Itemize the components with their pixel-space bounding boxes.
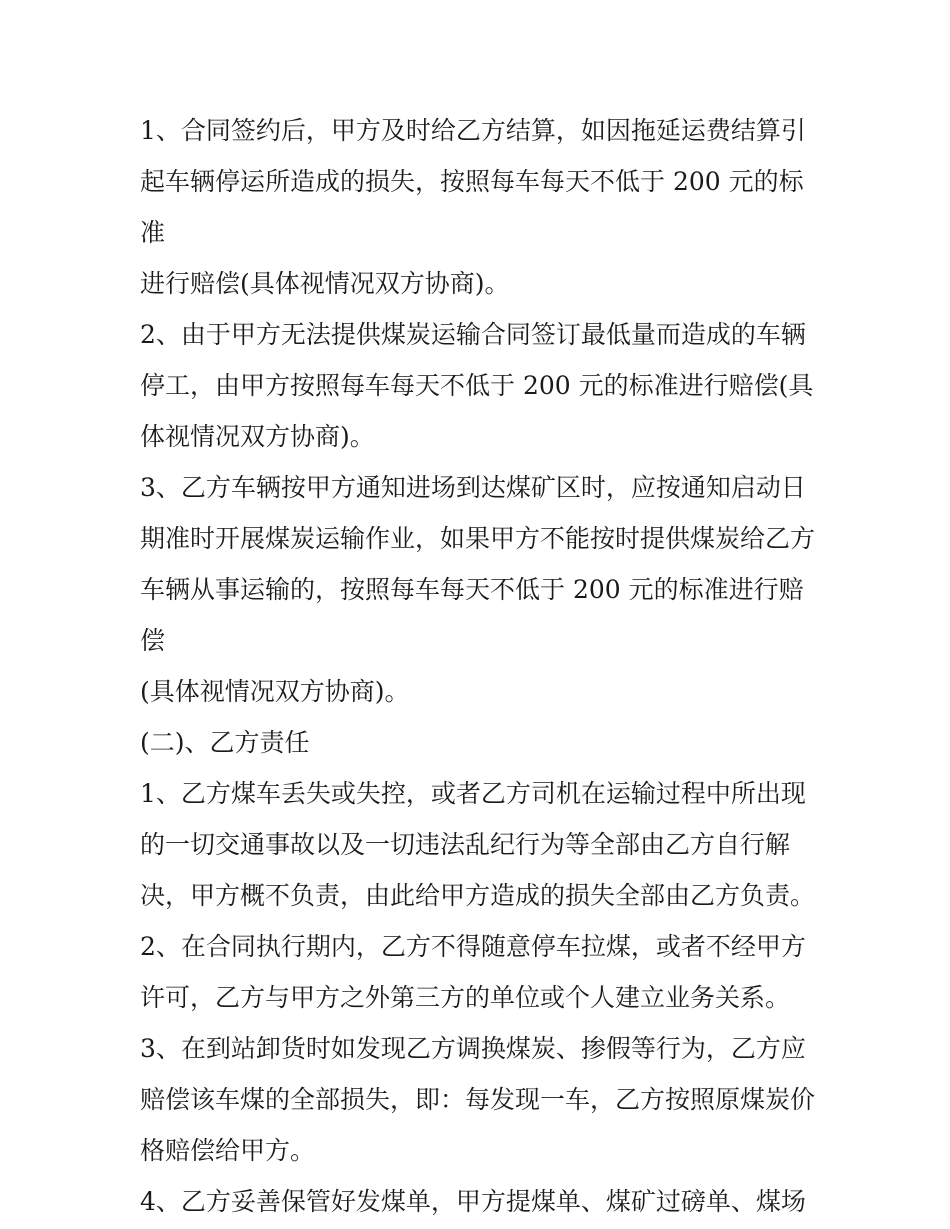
text-line: 2、在合同执行期内，乙方不得随意停车拉煤，或者不经甲方 (140, 932, 806, 961)
clause-b4 (140, 1176, 820, 1227)
text-line: 起车辆停运所造成的损失，按照每车每天不低于 200 元的标准 (140, 167, 804, 247)
clause-a1 (140, 105, 820, 309)
text-line: 决，甲方概不负责，由此给甲方造成的损失全部由乙方负责。 (140, 881, 816, 910)
text-line: 3、乙方车辆按甲方通知进场到达煤矿区时，应按通知启动日 (140, 473, 806, 502)
text-line: 2、由于甲方无法提供煤炭运输合同签订最低量而造成的车辆 (140, 320, 806, 349)
text-line: 格赔偿给甲方。 (140, 1136, 316, 1165)
section-heading (140, 717, 820, 768)
text-line: 3、在到站卸货时如发现乙方调换煤炭、掺假等行为，乙方应 (140, 1034, 806, 1063)
text-line: (具体视情况双方协商)。 (140, 677, 410, 706)
text-line: 的一切交通事故以及一切违法乱纪行为等全部由乙方自行解 (140, 830, 791, 859)
text-line: 许可，乙方与甲方之外第三方的单位或个人建立业务关系。 (140, 983, 791, 1012)
text-line: 4、乙方妥善保管好发煤单，甲方提煤单、煤矿过磅单、煤场 (140, 1187, 806, 1216)
text-line: 1、合同签约后，甲方及时给乙方结算，如因拖延运费结算引 (140, 116, 806, 145)
document-body (140, 105, 820, 1227)
clause-a2 (140, 309, 820, 462)
text-line: 进行赔偿(具体视情况双方协商)。 (140, 269, 510, 298)
clause-b1 (140, 768, 820, 921)
text-line: 停工，由甲方按照每车每天不低于 200 元的标准进行赔偿(具 (140, 371, 814, 400)
text-line: 期准时开展煤炭运输作业，如果甲方不能按时提供煤炭给乙方 (140, 524, 816, 553)
clause-a3 (140, 462, 820, 717)
text-line: 1、乙方煤车丢失或失控，或者乙方司机在运输过程中所出现 (140, 779, 806, 808)
heading-line: (二)、乙方责任 (140, 728, 310, 757)
text-line: 体视情况双方协商)。 (140, 422, 375, 451)
clause-b2 (140, 921, 820, 1023)
text-line: 车辆从事运输的，按照每车每天不低于 200 元的标准进行赔偿 (140, 575, 804, 655)
clause-b3 (140, 1023, 820, 1176)
text-line: 赔偿该车煤的全部损失，即：每发现一车，乙方按照原煤炭价 (140, 1085, 816, 1114)
